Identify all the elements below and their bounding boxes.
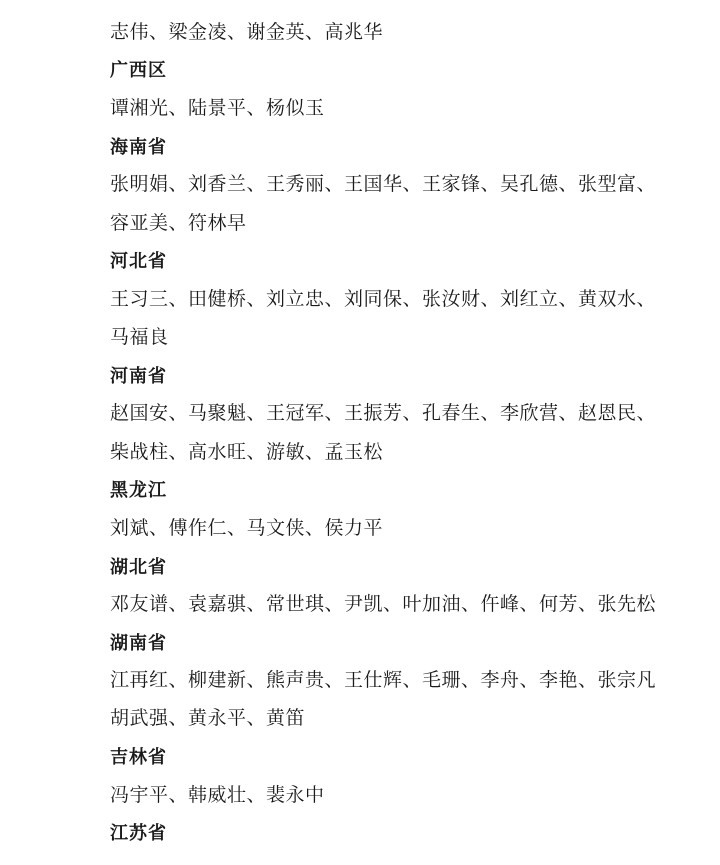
province-heading: 河南省 <box>110 366 167 387</box>
names-line: 刘斌、傅作仁、马文侠、侯力平 <box>110 517 384 539</box>
names-line: 赵国安、马聚魁、王冠军、王振芳、孔春生、李欣营、赵恩民、 <box>110 402 657 424</box>
names-line: 谭湘光、陆景平、杨似玉 <box>110 97 325 119</box>
province-heading: 江苏省 <box>110 823 167 844</box>
names-line: 马福良 <box>110 326 169 348</box>
province-heading: 河北省 <box>110 251 167 272</box>
province-heading: 海南省 <box>110 137 167 158</box>
names-line: 志伟、梁金凌、谢金英、高兆华 <box>110 21 384 43</box>
names-line: 容亚美、符林早 <box>110 212 247 234</box>
province-heading: 广西区 <box>110 60 167 81</box>
names-line: 张明娟、刘香兰、王秀丽、王国华、王家锋、吴孔德、张型富、 <box>110 173 657 195</box>
province-heading: 黑龙江 <box>110 480 167 501</box>
province-heading: 吉林省 <box>110 747 167 768</box>
names-line: 冯宇平、韩威壮、裴永中 <box>110 784 325 806</box>
province-heading: 湖南省 <box>110 633 167 654</box>
names-line: 柴战柱、高水旺、游敏、孟玉松 <box>110 441 384 463</box>
names-line: 邓友谱、袁嘉骐、常世琪、尹凯、叶加油、仵峰、何芳、张先松 <box>110 593 657 615</box>
names-line: 胡武强、黄永平、黄笛 <box>110 707 306 729</box>
names-line: 王习三、田健桥、刘立忠、刘同保、张汝财、刘红立、黄双水、 <box>110 288 657 310</box>
names-line: 江再红、柳建新、熊声贵、王仕辉、毛珊、李舟、李艳、张宗凡 <box>110 669 657 691</box>
province-heading: 湖北省 <box>110 557 167 578</box>
